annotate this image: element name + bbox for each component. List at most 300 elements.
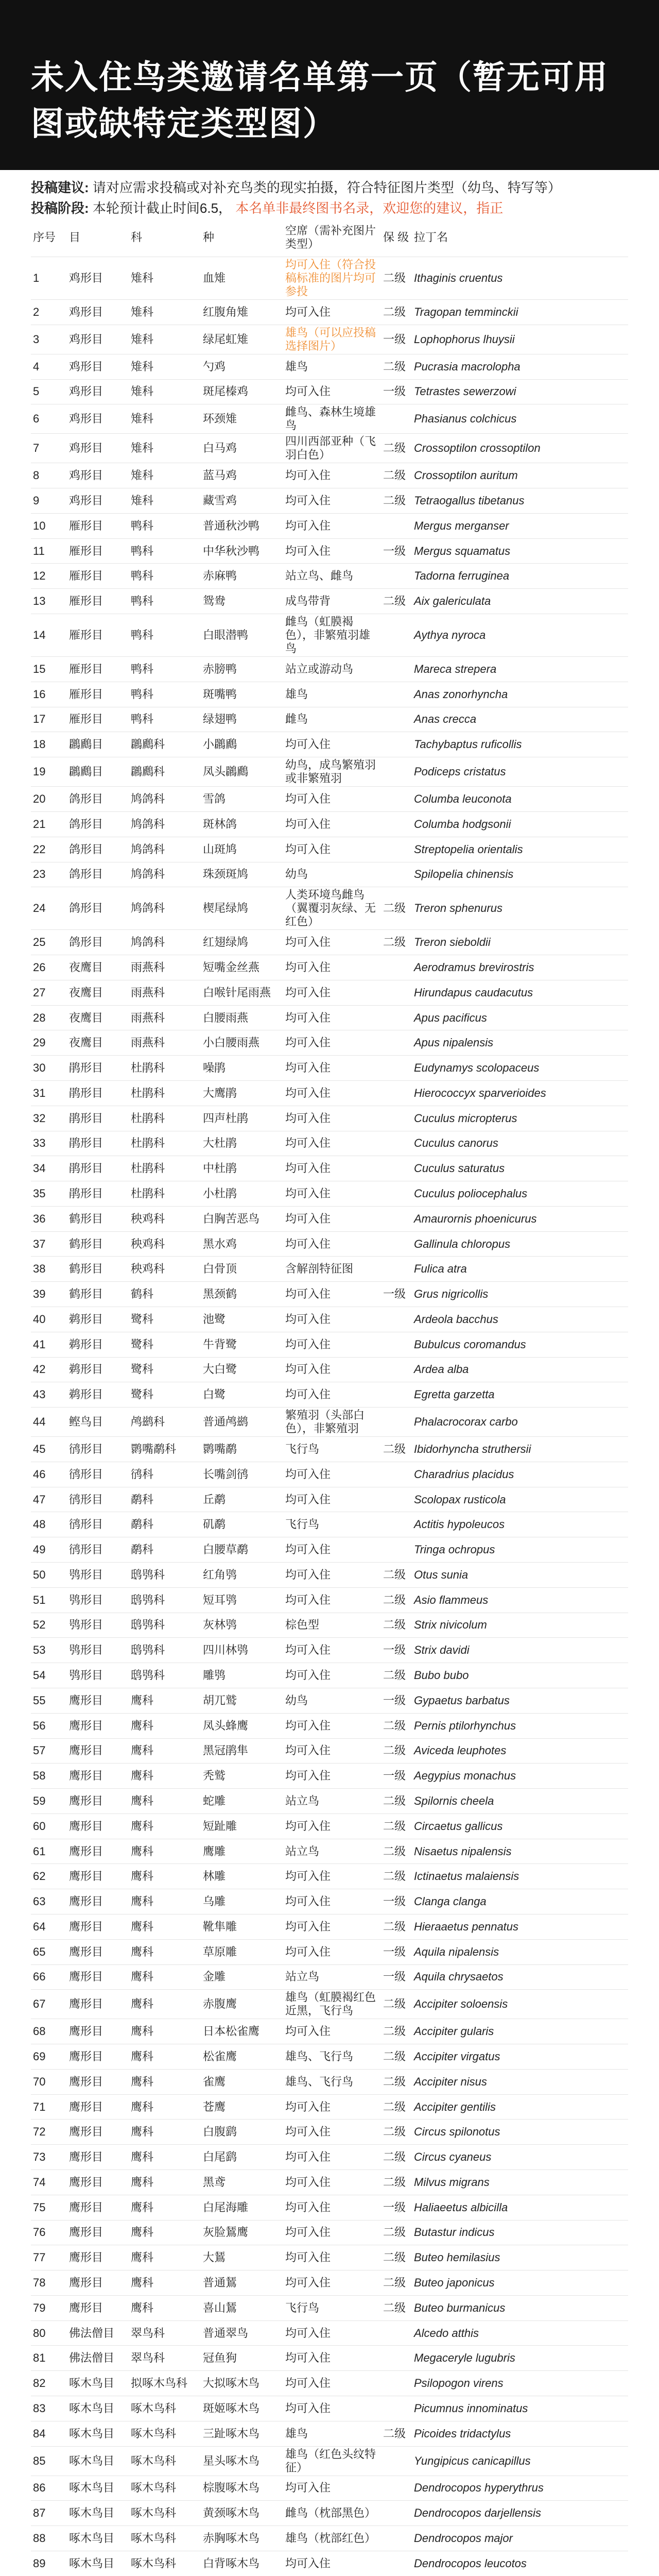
cell-species: 普通鸬鹚 — [201, 1408, 283, 1437]
cell-protection-level: 二级 — [381, 1563, 412, 1588]
cell-family: 鹭科 — [129, 1332, 201, 1357]
cell-index: 35 — [31, 1181, 67, 1207]
cell-latin-name: Haliaeetus albicilla — [412, 2195, 628, 2220]
cell-protection-level — [381, 404, 412, 434]
cell-latin-name: Accipiter gentilis — [412, 2094, 628, 2120]
table-row — [31, 1738, 628, 1764]
cell-protection-level — [381, 2371, 412, 2396]
cell-protection-level — [381, 657, 412, 682]
cell-family: 鹰科 — [129, 2094, 201, 2120]
cell-latin-name: Ardeola bacchus — [412, 1307, 628, 1332]
table-row — [31, 2245, 628, 2270]
cell-protection-level — [381, 1206, 412, 1231]
cell-family: 鸠鸽科 — [129, 862, 201, 887]
cell-order: 啄木鸟目 — [67, 2551, 129, 2576]
table-row — [31, 1056, 628, 1081]
cell-needed-photo: 均可入住 — [283, 1357, 381, 1382]
cell-latin-name: Buteo burmanicus — [412, 2295, 628, 2320]
table-row — [31, 1814, 628, 1839]
cell-needed-photo: 人类环境鸟雌鸟（翼覆羽灰绿、无红色） — [283, 887, 381, 930]
cell-order: 雁形目 — [67, 682, 129, 707]
cell-species: 灰脸鵟鹰 — [201, 2220, 283, 2245]
cell-index: 26 — [31, 955, 67, 980]
cell-species: 红腹角雉 — [201, 300, 283, 325]
cell-species: 喜山鵟 — [201, 2295, 283, 2320]
cell-family: 鸭科 — [129, 589, 201, 614]
cell-protection-level — [381, 1005, 412, 1030]
cell-family: 鸠鸽科 — [129, 811, 201, 837]
cell-index: 13 — [31, 589, 67, 614]
cell-protection-level: 二级 — [381, 257, 412, 300]
cell-index: 54 — [31, 1663, 67, 1688]
cell-order: 啄木鸟目 — [67, 2476, 129, 2501]
cell-protection-level — [381, 1357, 412, 1382]
cell-family: 鸭科 — [129, 614, 201, 657]
cell-species: 赤麻鸭 — [201, 564, 283, 589]
table-row — [31, 1889, 628, 1914]
cell-species: 蛇雕 — [201, 1789, 283, 1814]
cell-species: 小鸊鷉 — [201, 732, 283, 757]
cell-index: 88 — [31, 2526, 67, 2551]
suggestion-line — [31, 177, 628, 198]
hero-banner — [0, 0, 659, 170]
cell-species: 珠颈斑鸠 — [201, 862, 283, 887]
cell-species: 金雕 — [201, 1964, 283, 1990]
cell-index: 9 — [31, 488, 67, 514]
cell-species: 雪鸽 — [201, 787, 283, 812]
cell-index: 2 — [31, 300, 67, 325]
cell-species: 红翅绿鸠 — [201, 930, 283, 955]
table-row — [31, 2446, 628, 2476]
cell-latin-name: Nisaetus nipalensis — [412, 1839, 628, 1864]
cell-order: 雁形目 — [67, 707, 129, 732]
cell-latin-name: Cuculus micropterus — [412, 1106, 628, 1131]
cell-index: 23 — [31, 862, 67, 887]
cell-index: 51 — [31, 1587, 67, 1613]
cell-family: 鹰科 — [129, 1764, 201, 1789]
cell-needed-photo: 繁殖羽（头部白色），非繁殖羽 — [283, 1408, 381, 1437]
cell-family: 杜鹃科 — [129, 1106, 201, 1131]
cell-species: 白背啄木鸟 — [201, 2551, 283, 2576]
cell-latin-name: Milvus migrans — [412, 2170, 628, 2195]
cell-needed-photo: 均可入住 — [283, 1764, 381, 1789]
cell-family: 鸊鷉科 — [129, 757, 201, 787]
cell-latin-name: Spilornis cheela — [412, 1789, 628, 1814]
cell-latin-name: Dendrocopos hyperythrus — [412, 2476, 628, 2501]
cell-order: 鸡形目 — [67, 379, 129, 404]
cell-protection-level: 一级 — [381, 1939, 412, 1964]
cell-family: 鹬科 — [129, 1487, 201, 1512]
cell-needed-photo: 雄鸟（可以应投稿选择图片） — [283, 325, 381, 354]
cell-needed-photo: 均可入住 — [283, 2145, 381, 2170]
cell-index: 39 — [31, 1282, 67, 1307]
cell-protection-level — [381, 1382, 412, 1408]
cell-species: 鸳鸯 — [201, 589, 283, 614]
stage-label: 投稿阶段: — [31, 200, 89, 216]
cell-needed-photo: 均可入住 — [283, 1131, 381, 1156]
cell-family: 鹬科 — [129, 1537, 201, 1563]
table-row — [31, 379, 628, 404]
cell-latin-name: Aviceda leuphotes — [412, 1738, 628, 1764]
cell-needed-photo: 均可入住 — [283, 488, 381, 514]
cell-latin-name: Mergus merganser — [412, 513, 628, 538]
cell-order: 鹈形目 — [67, 1382, 129, 1408]
cell-family: 鹰科 — [129, 2220, 201, 2245]
cell-protection-level — [381, 564, 412, 589]
cell-family: 雉科 — [129, 300, 201, 325]
cell-index: 17 — [31, 707, 67, 732]
cell-family: 鸭科 — [129, 707, 201, 732]
cell-index: 6 — [31, 404, 67, 434]
cell-needed-photo: 四川西部亚种（飞羽白色） — [283, 434, 381, 463]
table-row — [31, 2019, 628, 2044]
cell-order: 鸡形目 — [67, 488, 129, 514]
cell-needed-photo: 均可入住 — [283, 1713, 381, 1738]
cell-needed-photo: 均可入住 — [283, 300, 381, 325]
cell-order: 鹤形目 — [67, 1231, 129, 1257]
cell-species: 黑水鸡 — [201, 1231, 283, 1257]
cell-species: 勺鸡 — [201, 354, 283, 379]
cell-species: 斑嘴鸭 — [201, 682, 283, 707]
cell-species: 白尾鹞 — [201, 2145, 283, 2170]
cell-family: 鸻科 — [129, 1462, 201, 1487]
cell-family: 鹰科 — [129, 2120, 201, 2145]
cell-species: 白马鸡 — [201, 434, 283, 463]
cell-family: 鸠鸽科 — [129, 787, 201, 812]
cell-order: 佛法僧目 — [67, 2346, 129, 2371]
cell-family: 鸱鸮科 — [129, 1563, 201, 1588]
cell-latin-name: Lophophorus lhuysii — [412, 325, 628, 354]
cell-family: 啄木鸟科 — [129, 2446, 201, 2476]
cell-latin-name: Ithaginis cruentus — [412, 257, 628, 300]
cell-needed-photo: 均可入住 — [283, 1462, 381, 1487]
cell-family: 鹰科 — [129, 2295, 201, 2320]
cell-index: 57 — [31, 1738, 67, 1764]
table-row — [31, 1964, 628, 1990]
cell-species: 红角鸮 — [201, 1563, 283, 1588]
cell-species: 雕鸮 — [201, 1663, 283, 1688]
cell-species: 林雕 — [201, 1864, 283, 1889]
table-row — [31, 707, 628, 732]
cell-order: 鹰形目 — [67, 1864, 129, 1889]
cell-family: 雉科 — [129, 379, 201, 404]
cell-family: 鸭科 — [129, 513, 201, 538]
cell-order: 啄木鸟目 — [67, 2396, 129, 2421]
cell-protection-level: 二级 — [381, 2120, 412, 2145]
cell-order: 雁形目 — [67, 657, 129, 682]
cell-species: 黄颈啄木鸟 — [201, 2501, 283, 2526]
cell-family: 雉科 — [129, 404, 201, 434]
table-row — [31, 1030, 628, 1056]
cell-family: 鹰科 — [129, 1914, 201, 1939]
cell-latin-name: Tachybaptus ruficollis — [412, 732, 628, 757]
cell-latin-name: Bubulcus coromandus — [412, 1332, 628, 1357]
cell-species: 白鹭 — [201, 1382, 283, 1408]
table-row — [31, 1914, 628, 1939]
table-row — [31, 2396, 628, 2421]
stage-line — [31, 198, 628, 218]
cell-index: 50 — [31, 1563, 67, 1588]
cell-family: 鹰科 — [129, 1939, 201, 1964]
cell-index: 81 — [31, 2346, 67, 2371]
cell-latin-name: Aquila chrysaetos — [412, 1964, 628, 1990]
table-row — [31, 1282, 628, 1307]
cell-latin-name: Ictinaetus malaiensis — [412, 1864, 628, 1889]
cell-species: 松雀鹰 — [201, 2044, 283, 2070]
cell-needed-photo: 均可入住 — [283, 732, 381, 757]
table-row — [31, 1231, 628, 1257]
cell-index: 44 — [31, 1408, 67, 1437]
cell-needed-photo: 均可入住 — [283, 1231, 381, 1257]
cell-latin-name: Hieraaetus pennatus — [412, 1914, 628, 1939]
cell-order: 雁形目 — [67, 589, 129, 614]
cell-protection-level: 二级 — [381, 1663, 412, 1688]
table-row — [31, 463, 628, 488]
cell-order: 鹤形目 — [67, 1282, 129, 1307]
cell-species: 环颈雉 — [201, 404, 283, 434]
cell-family: 啄木鸟科 — [129, 2501, 201, 2526]
table-row — [31, 2220, 628, 2245]
cell-protection-level — [381, 837, 412, 862]
cell-latin-name: Accipiter gularis — [412, 2019, 628, 2044]
cell-order: 雁形目 — [67, 564, 129, 589]
cell-order: 鹰形目 — [67, 1990, 129, 2019]
cell-protection-level: 二级 — [381, 2270, 412, 2296]
cell-order: 鹰形目 — [67, 2019, 129, 2044]
cell-protection-level: 一级 — [381, 2195, 412, 2220]
cell-species: 大鹰鹃 — [201, 1080, 283, 1106]
cell-species: 血雉 — [201, 257, 283, 300]
cell-family: 鸊鷉科 — [129, 732, 201, 757]
cell-family: 鹰科 — [129, 2069, 201, 2094]
cell-species: 短耳鸮 — [201, 1587, 283, 1613]
cell-protection-level: 二级 — [381, 930, 412, 955]
cell-family: 啄木鸟科 — [129, 2476, 201, 2501]
table-row — [31, 732, 628, 757]
cell-family: 鸱鸮科 — [129, 1638, 201, 1663]
cell-species: 凤头鸊鷉 — [201, 757, 283, 787]
cell-latin-name: Strix nivicolum — [412, 1613, 628, 1638]
cell-protection-level — [381, 787, 412, 812]
cell-needed-photo: 均可入住 — [283, 1206, 381, 1231]
cell-index: 58 — [31, 1764, 67, 1789]
cell-family: 秧鸡科 — [129, 1206, 201, 1231]
cell-needed-photo: 均可入住 — [283, 2019, 381, 2044]
cell-latin-name: Tadorna ferruginea — [412, 564, 628, 589]
cell-order: 夜鹰目 — [67, 980, 129, 1005]
cell-protection-level — [381, 1181, 412, 1207]
cell-latin-name: Dendrocopos major — [412, 2526, 628, 2551]
cell-order: 鹃形目 — [67, 1080, 129, 1106]
cell-needed-photo: 均可入住 — [283, 1332, 381, 1357]
cell-protection-level: 二级 — [381, 488, 412, 514]
cell-needed-photo: 均可入住 — [283, 2170, 381, 2195]
table-row — [31, 2170, 628, 2195]
cell-index: 33 — [31, 1131, 67, 1156]
cell-latin-name: Anas zonorhyncha — [412, 682, 628, 707]
cell-order: 鸻形目 — [67, 1462, 129, 1487]
cell-family: 翠鸟科 — [129, 2320, 201, 2346]
cell-family: 雉科 — [129, 257, 201, 300]
cell-family: 秧鸡科 — [129, 1257, 201, 1282]
cell-latin-name: Accipiter nisus — [412, 2069, 628, 2094]
cell-order: 鹰形目 — [67, 1688, 129, 1713]
table-row — [31, 257, 628, 300]
cell-order: 鸮形目 — [67, 1663, 129, 1688]
cell-needed-photo: 均可入住 — [283, 2120, 381, 2145]
cell-needed-photo: 雌鸟、森林生境雄鸟 — [283, 404, 381, 434]
table-row — [31, 2094, 628, 2120]
cell-species: 星头啄木鸟 — [201, 2446, 283, 2476]
cell-family: 杜鹃科 — [129, 1080, 201, 1106]
cell-family: 鹰科 — [129, 2170, 201, 2195]
cell-index: 80 — [31, 2320, 67, 2346]
cell-protection-level — [381, 1307, 412, 1332]
cell-species: 鹰雕 — [201, 1839, 283, 1864]
table-row — [31, 1638, 628, 1663]
cell-order: 鹰形目 — [67, 2245, 129, 2270]
cell-protection-level: 二级 — [381, 2295, 412, 2320]
cell-index: 42 — [31, 1357, 67, 1382]
cell-species: 楔尾绿鸠 — [201, 887, 283, 930]
cell-needed-photo: 雌鸟（枕部黑色） — [283, 2501, 381, 2526]
cell-species: 棕腹啄木鸟 — [201, 2476, 283, 2501]
cell-species: 中华秋沙鸭 — [201, 538, 283, 564]
cell-latin-name: Crossoptilon auritum — [412, 463, 628, 488]
table-header-row — [31, 218, 628, 257]
cell-order: 鸻形目 — [67, 1437, 129, 1462]
cell-species: 小杜鹃 — [201, 1181, 283, 1207]
cell-needed-photo: 均可入住 — [283, 1487, 381, 1512]
table-row — [31, 657, 628, 682]
cell-protection-level: 二级 — [381, 2145, 412, 2170]
cell-latin-name: Tragopan temminckii — [412, 300, 628, 325]
cell-index: 22 — [31, 837, 67, 862]
cell-protection-level — [381, 1030, 412, 1056]
table-row — [31, 2526, 628, 2551]
cell-family: 雨燕科 — [129, 955, 201, 980]
page-title: 未入住鸟类邀请名单第一页（暂无可用图或缺特定类型图） — [31, 59, 609, 142]
cell-needed-photo: 均可入住 — [283, 837, 381, 862]
cell-needed-photo: 雄鸟、飞行鸟 — [283, 2069, 381, 2094]
cell-index: 25 — [31, 930, 67, 955]
cell-species: 大白鹭 — [201, 1357, 283, 1382]
table-row — [31, 488, 628, 514]
cell-order: 鹰形目 — [67, 2094, 129, 2120]
cell-index: 7 — [31, 434, 67, 463]
table-row — [31, 1382, 628, 1408]
cell-protection-level: 一级 — [381, 1964, 412, 1990]
cell-latin-name: Picumnus innominatus — [412, 2396, 628, 2421]
cell-needed-photo: 均可入住 — [283, 2245, 381, 2270]
cell-latin-name: Dendrocopos leucotos — [412, 2551, 628, 2576]
cell-needed-photo: 均可入住 — [283, 1181, 381, 1207]
cell-latin-name: Pucrasia macrolopha — [412, 354, 628, 379]
cell-family: 雉科 — [129, 354, 201, 379]
table-row — [31, 2120, 628, 2145]
table-row — [31, 1713, 628, 1738]
cell-protection-level: 二级 — [381, 2220, 412, 2245]
cell-latin-name: Phalacrocorax carbo — [412, 1408, 628, 1437]
cell-index: 70 — [31, 2069, 67, 2094]
cell-protection-level: 二级 — [381, 2094, 412, 2120]
cell-species: 三趾啄木鸟 — [201, 2421, 283, 2446]
cell-species: 蓝马鸡 — [201, 463, 283, 488]
cell-protection-level — [381, 1156, 412, 1181]
cell-protection-level: 二级 — [381, 1914, 412, 1939]
cell-species: 斑尾榛鸡 — [201, 379, 283, 404]
cell-needed-photo: 站立或游动鸟 — [283, 657, 381, 682]
cell-index: 89 — [31, 2551, 67, 2576]
cell-protection-level: 二级 — [381, 434, 412, 463]
cell-index: 53 — [31, 1638, 67, 1663]
cell-needed-photo: 均可入住 — [283, 980, 381, 1005]
cell-species: 斑林鸽 — [201, 811, 283, 837]
cell-order: 鹰形目 — [67, 2145, 129, 2170]
cell-latin-name: Scolopax rusticola — [412, 1487, 628, 1512]
cell-protection-level: 二级 — [381, 1613, 412, 1638]
cell-protection-level — [381, 513, 412, 538]
cell-needed-photo: 均可入住 — [283, 1080, 381, 1106]
cell-species: 白喉针尾雨燕 — [201, 980, 283, 1005]
table-row — [31, 1462, 628, 1487]
table-row — [31, 2295, 628, 2320]
cell-family: 鹭科 — [129, 1307, 201, 1332]
cell-protection-level: 二级 — [381, 887, 412, 930]
cell-species: 斑姬啄木鸟 — [201, 2396, 283, 2421]
cell-index: 78 — [31, 2270, 67, 2296]
cell-index: 14 — [31, 614, 67, 657]
cell-protection-level — [381, 2446, 412, 2476]
cell-index: 40 — [31, 1307, 67, 1332]
cell-protection-level — [381, 1332, 412, 1357]
cell-order: 鸮形目 — [67, 1638, 129, 1663]
cell-latin-name: Phasianus colchicus — [412, 404, 628, 434]
cell-index: 71 — [31, 2094, 67, 2120]
cell-family: 翠鸟科 — [129, 2346, 201, 2371]
table-row — [31, 2476, 628, 2501]
table-row — [31, 887, 628, 930]
cell-order: 鹰形目 — [67, 2170, 129, 2195]
cell-family: 鸬鹚科 — [129, 1408, 201, 1437]
cell-order: 啄木鸟目 — [67, 2371, 129, 2396]
cell-index: 28 — [31, 1005, 67, 1030]
cell-index: 84 — [31, 2421, 67, 2446]
cell-index: 55 — [31, 1688, 67, 1713]
table-row — [31, 1181, 628, 1207]
cell-latin-name: Buteo hemilasius — [412, 2245, 628, 2270]
cell-species: 白胸苦恶鸟 — [201, 1206, 283, 1231]
header-species: 种 — [201, 218, 283, 257]
table-row — [31, 1688, 628, 1713]
table-row — [31, 1789, 628, 1814]
cell-protection-level — [381, 2551, 412, 2576]
cell-protection-level: 二级 — [381, 1839, 412, 1864]
cell-protection-level — [381, 2501, 412, 2526]
cell-index: 75 — [31, 2195, 67, 2220]
table-row — [31, 1764, 628, 1789]
cell-latin-name: Ibidorhyncha struthersii — [412, 1437, 628, 1462]
cell-needed-photo: 均可入住（符合投稿标准的图片均可参投 — [283, 257, 381, 300]
table-row — [31, 2069, 628, 2094]
cell-order: 雁形目 — [67, 614, 129, 657]
cell-protection-level: 二级 — [381, 1437, 412, 1462]
cell-species: 乌雕 — [201, 1889, 283, 1914]
cell-order: 鹃形目 — [67, 1106, 129, 1131]
cell-index: 48 — [31, 1512, 67, 1537]
cell-order: 鸡形目 — [67, 404, 129, 434]
cell-family: 鹰科 — [129, 1738, 201, 1764]
